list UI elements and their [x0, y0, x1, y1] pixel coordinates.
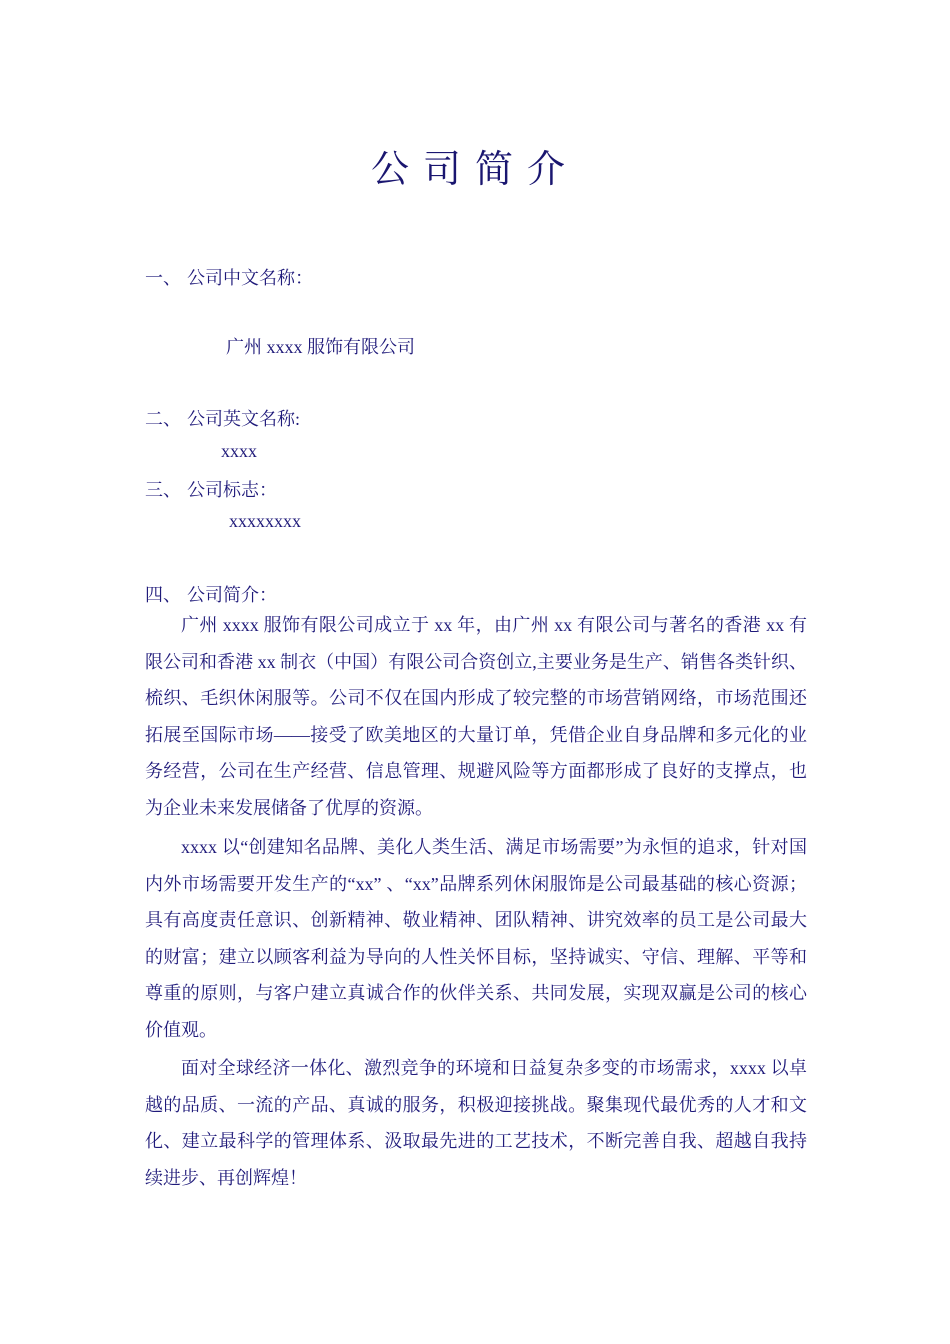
- section-label: 公司简介：: [187, 585, 277, 605]
- chinese-name-value: 广州 xxxx 服饰有限公司: [226, 337, 415, 357]
- english-name-value: xxxx: [221, 441, 257, 461]
- section-number: 二、: [145, 409, 181, 429]
- section-number: 四、: [145, 585, 181, 605]
- section-heading-profile: [145, 581, 277, 607]
- section-label: 公司标志：: [187, 480, 277, 500]
- section-number: 三、: [145, 480, 181, 500]
- section-heading-chinese-name: [145, 264, 313, 290]
- section-heading-english-name: [145, 405, 300, 431]
- logo-value: xxxxxxxx: [229, 511, 301, 531]
- section-number: 一、: [145, 268, 181, 288]
- section-label: 公司英文名称:: [187, 409, 301, 429]
- profile-paragraph-2: xxxx 以“创建知名品牌、美化人类生活、满足市场需要”为永恒的追求，针对国内外市场需要开发生产的“xx” 、“xx”品牌系列休闲服饰是公司最基础的核心资源；具有高度责任意识、创新精神、敬业精神、团队精神、讲究效率的员工是公司最大的财富；建立以顾客利益为导向的人性关怀目标，坚持诚实、守信、理解、平等和尊重的原则，与客户建立真诚合作的伙伴关系、共同发展，实现双赢是公司的核心价值观。: [145, 837, 807, 1040]
- page-title: 公司简介: [370, 149, 579, 191]
- section-heading-logo: [145, 476, 277, 502]
- profile-paragraph-1: 广州 xxxx 服饰有限公司成立于 xx 年，由广州 xx 有限公司与著名的香港 xx 有限公司和香港 xx 制衣（中国）有限公司合资创立,主要业务是生产、销售各类针织、梳织、毛织休闲服等。公司不仅在国内形成了较完整的市场营销网络，市场范围还拓展至国际市场——接受了欧美地区的大量订单，凭借企业自身品牌和多元化的业务经营，公司在生产经营、信息管理、规避风险等方面都形成了良好的支撑点，也为企业未来发展储备了优厚的资源。: [145, 615, 807, 818]
- section-label: 公司中文名称：: [187, 268, 313, 288]
- profile-paragraph-3: 面对全球经济一体化、激烈竞争的环境和日益复杂多变的市场需求，xxxx 以卓越的品质、一流的产品、真诚的服务，积极迎接挑战。聚集现代最优秀的人才和文化、建立最科学的管理体系、汲取最先进的工艺技术，不断完善自我、超越自我持续进步、再创辉煌！: [145, 1058, 807, 1188]
